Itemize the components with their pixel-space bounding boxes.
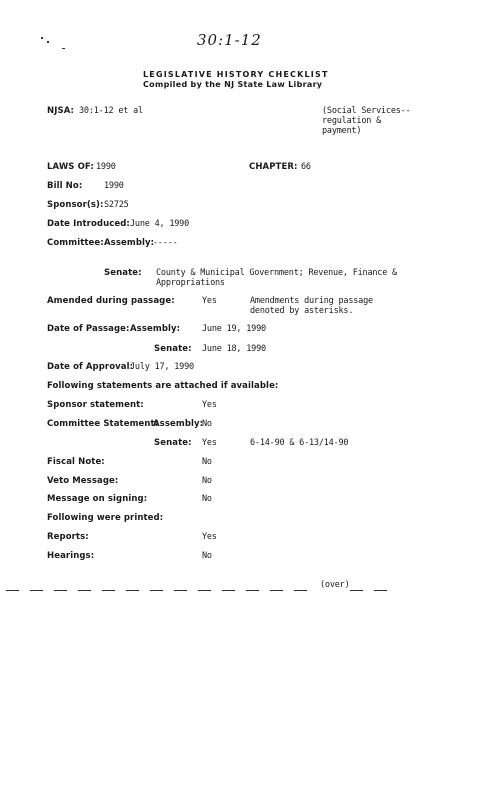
hearings-value: No — [202, 551, 212, 561]
statement-senate-dates: 6-14-90 & 6-13/14-90 — [250, 438, 349, 448]
passage-assembly-value: June 19, 1990 — [202, 324, 266, 334]
hearings-label: Hearings: — [47, 551, 95, 561]
njsa-value: 30:1-12 et al — [79, 106, 143, 116]
page-subtitle: Compiled by the NJ State Law Library — [143, 80, 323, 89]
handwritten-reference: 30:1-12 — [197, 31, 262, 49]
date-introduced-value: June 4, 1990 — [130, 219, 190, 229]
njsa-note-line: payment) — [322, 126, 362, 136]
statement-senate-value: Yes — [202, 438, 217, 448]
veto-message-value: No — [202, 476, 212, 486]
veto-message-label: Veto Message: — [47, 476, 119, 486]
stray-mark — [41, 37, 43, 39]
reports-label: Reports: — [47, 532, 89, 542]
njsa-note-line: regulation & — [322, 116, 382, 126]
date-of-approval-label: Date of Approval: — [47, 362, 134, 372]
amended-note-line: denoted by asterisks. — [250, 306, 354, 316]
laws-of-label: LAWS OF: — [47, 162, 94, 172]
njsa-note-line: (Social Services-- — [322, 106, 411, 116]
fiscal-note-label: Fiscal Note: — [47, 457, 105, 467]
sponsors-value: S2725 — [104, 200, 129, 210]
message-on-signing-value: No — [202, 494, 212, 504]
committee-senate-value-line: County & Municipal Government; Revenue, Finance & — [156, 268, 397, 278]
committee-label: Committee: — [47, 238, 104, 248]
njsa-label: NJSA: — [47, 106, 75, 116]
date-introduced-label: Date Introduced: — [47, 219, 130, 229]
date-of-approval-value: July 17, 1990 — [130, 362, 194, 372]
stray-mark — [47, 41, 49, 43]
statement-senate-label: Senate: — [154, 438, 192, 448]
committee-senate-label: Senate: — [104, 268, 142, 278]
passage-senate-value: June 18, 1990 — [202, 344, 266, 354]
amended-label: Amended during passage: — [47, 296, 175, 306]
committee-assembly-value: ----- — [153, 238, 178, 248]
attached-heading: Following statements are attached if available: — [47, 381, 279, 391]
chapter-value: 66 — [301, 162, 311, 172]
amended-value: Yes — [202, 296, 217, 306]
bill-no-label: Bill No: — [47, 181, 83, 191]
sponsors-label: Sponsor(s): — [47, 200, 104, 210]
dashed-divider — [0, 584, 487, 596]
committee-senate-value-line: Appropriations — [156, 278, 225, 288]
printed-heading: Following were printed: — [47, 513, 164, 523]
passage-senate-label: Senate: — [154, 344, 192, 354]
over-note: (over) — [320, 580, 350, 590]
passage-assembly-label: Assembly: — [130, 324, 181, 334]
statement-assembly-label: Assembly: — [153, 419, 204, 429]
fiscal-note-value: No — [202, 457, 212, 467]
sponsor-statement-label: Sponsor statement: — [47, 400, 144, 410]
committee-statement-label: Committee Statement: — [47, 419, 159, 429]
date-of-passage-label: Date of Passage: — [47, 324, 130, 334]
committee-assembly-label: Assembly: — [104, 238, 155, 248]
page-title: LEGISLATIVE HISTORY CHECKLIST — [143, 70, 329, 79]
bill-no-value: 1990 — [104, 181, 124, 191]
reports-value: Yes — [202, 532, 217, 542]
stray-mark — [62, 48, 65, 49]
statement-assembly-value: No — [202, 419, 212, 429]
chapter-label: CHAPTER: — [249, 162, 298, 172]
message-on-signing-label: Message on signing: — [47, 494, 148, 504]
amended-note-line: Amendments during passage — [250, 296, 373, 306]
sponsor-statement-value: Yes — [202, 400, 217, 410]
laws-of-value: 1990 — [96, 162, 116, 172]
